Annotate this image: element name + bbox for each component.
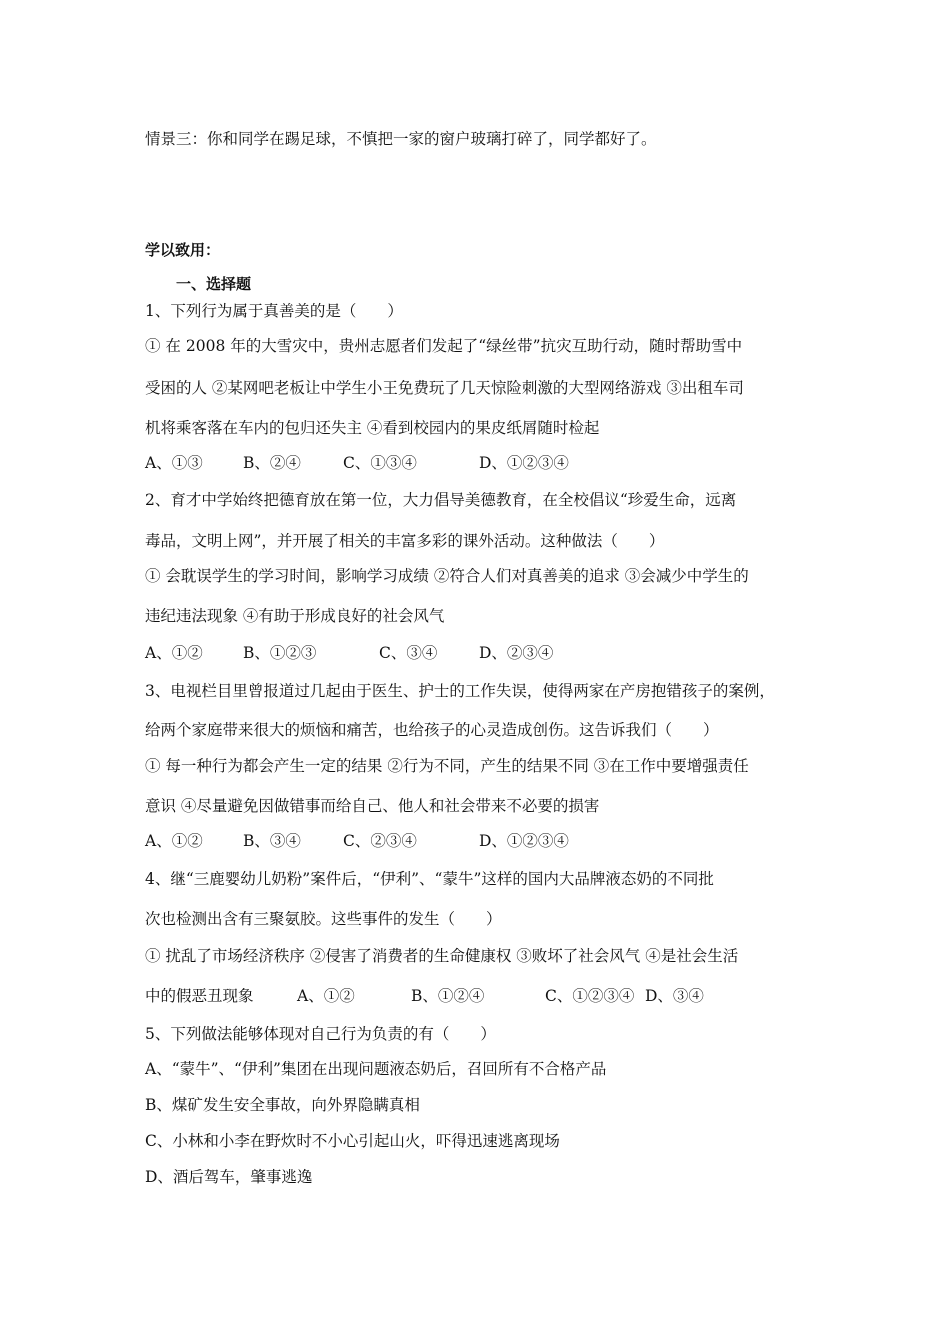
- question-3-body: 意识 ④尽量避免因做错事而给自己、他人和社会带来不必要的损害: [145, 797, 600, 815]
- option-c: C、②③④: [343, 832, 417, 850]
- question-1-body: 受困的人 ②某网吧老板让中学生小王免费玩了几天惊险刺激的大型网络游戏 ③出租车司: [145, 379, 744, 397]
- question-2-body: 违纪违法现象 ④有助于形成良好的社会风气: [145, 607, 445, 625]
- option-b: B、①②③: [243, 644, 317, 662]
- option-a: A、①②: [297, 987, 355, 1005]
- question-2-stem: 毒品，文明上网”，并开展了相关的丰富多彩的课外活动。这种做法（ ）: [145, 532, 665, 550]
- option-a: A、①②: [145, 644, 203, 662]
- subsection-title: 一、选择题: [176, 275, 252, 293]
- question-3-stem: 3、电视栏目里曾报道过几起由于医生、护士的工作失误，使得两家在产房抱错孩子的案例，: [145, 682, 775, 700]
- option-b: B、②④: [243, 454, 301, 472]
- option-d: D、①②③④: [479, 454, 569, 472]
- scenario-three: 情景三：你和同学在踢足球，不慎把一家的窗户玻璃打碎了，同学都好了。: [145, 130, 657, 148]
- question-5-choice-c: C、小林和小李在野炊时不小心引起山火，吓得迅速逃离现场: [145, 1132, 560, 1150]
- question-5-choice-d: D、酒后驾车，肇事逃逸: [145, 1168, 313, 1186]
- question-4-body: ① 扰乱了市场经济秩序 ②侵害了消费者的生命健康权 ③败坏了社会风气 ④是社会生活: [145, 947, 739, 965]
- question-1-body: 机将乘客落在车内的包归还失主 ④看到校园内的果皮纸屑随时检起: [145, 419, 600, 437]
- question-3-stem: 给两个家庭带来很大的烦恼和痛苦，也给孩子的心灵造成创伤。这告诉我们（ ）: [145, 721, 719, 739]
- question-5-choice-b: B、煤矿发生安全事故，向外界隐瞒真相: [145, 1096, 420, 1114]
- option-d: D、③④: [645, 987, 704, 1005]
- question-1-body: ① 在 2008 年的大雪灾中，贵州志愿者们发起了“绿丝带”抗灾互助行动，随时帮助雪中: [145, 337, 743, 355]
- option-a: A、①②: [145, 832, 203, 850]
- section-title: 学以致用：: [145, 241, 221, 259]
- option-c: C、①③④: [343, 454, 417, 472]
- option-c: C、①②③④: [545, 987, 635, 1005]
- question-1-options: [145, 453, 569, 473]
- question-4-stem: 4、继“三鹿婴幼儿奶粉”案件后，“伊利”、“蒙牛”这样的国内大品牌液态奶的不同批: [145, 870, 714, 888]
- option-d: D、②③④: [479, 644, 554, 662]
- question-3-body: ① 每一种行为都会产生一定的结果 ②行为不同，产生的结果不同 ③在工作中要增强责任: [145, 757, 749, 775]
- question-5-choice-a: A、“蒙牛”、“伊利”集团在出现问题液态奶后，召回所有不合格产品: [145, 1060, 607, 1078]
- option-a: A、①③: [145, 454, 203, 472]
- question-4-body: 中的假恶丑现象: [145, 987, 254, 1005]
- question-5-stem: 5、下列做法能够体现对自己行为负责的有（ ）: [145, 1025, 496, 1043]
- option-c: C、③④: [379, 644, 438, 662]
- option-b: B、③④: [243, 832, 301, 850]
- question-2-options: [145, 643, 553, 663]
- question-1-stem: 1、下列行为属于真善美的是（ ）: [145, 302, 403, 320]
- option-b: B、①②④: [411, 987, 485, 1005]
- question-2-stem: 2、育才中学始终把德育放在第一位，大力倡导美德教育，在全校倡议“珍爱生命，远离: [145, 491, 737, 509]
- question-4-last-line: [145, 986, 704, 1006]
- question-2-body: ① 会耽误学生的学习时间，影响学习成绩 ②符合人们对真善美的追求 ③会减少中学生的: [145, 567, 749, 585]
- question-3-options: [145, 831, 569, 851]
- question-4-stem: 次也检测出含有三聚氨胶。这些事件的发生（ ）: [145, 910, 502, 928]
- option-d: D、①②③④: [479, 832, 569, 850]
